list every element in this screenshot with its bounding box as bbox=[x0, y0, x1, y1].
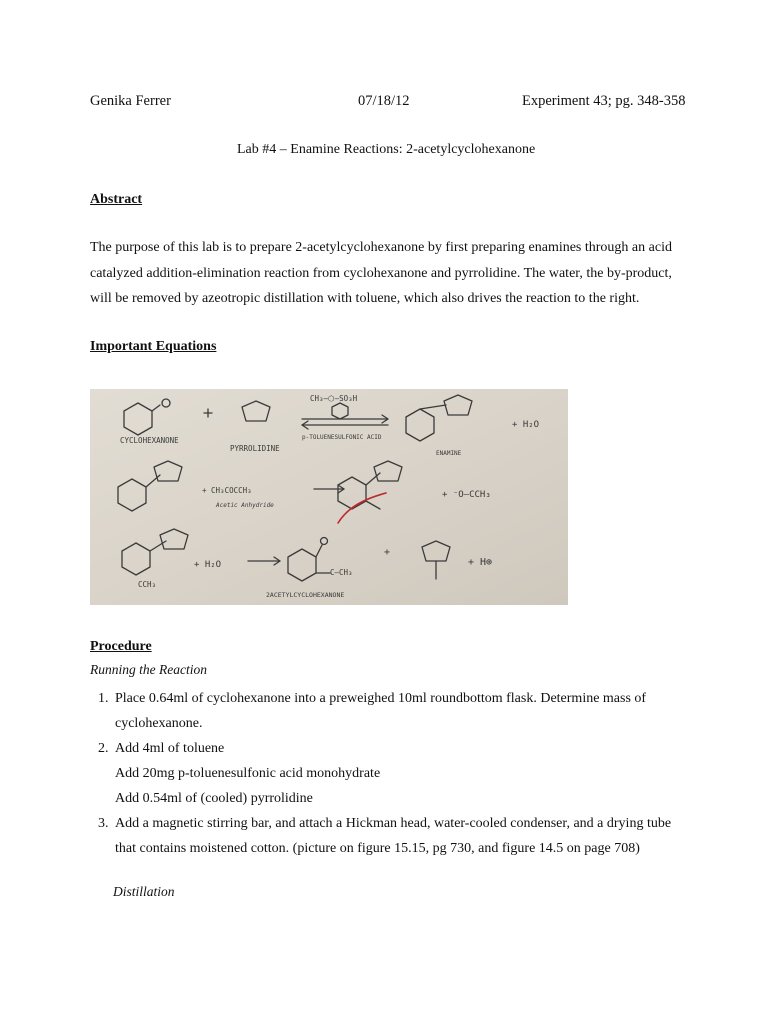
step-3-line-1: 3. Add a magnetic stirring bar, and attach a Hickman head, water-cooled condenser, and a drying tube bbox=[115, 816, 672, 831]
step-2-line-2: Add 20mg p-toluenesulfonic acid monohydrate bbox=[115, 766, 381, 781]
label-reagent-top: CH₃—⬡—SO₃H bbox=[310, 394, 358, 403]
label-cyclohexanone: CYCLOHEXANONE bbox=[120, 436, 179, 445]
equations-heading: Important Equations bbox=[90, 339, 217, 354]
procedure-step-1 bbox=[112, 686, 712, 736]
abstract-heading: Abstract bbox=[90, 192, 143, 207]
distillation-subheading: Distillation bbox=[113, 884, 175, 899]
step-1-line-1: 1. Place 0.64ml of cyclohexanone into a preweighed 10ml roundbottom flask. Determine mass of bbox=[115, 691, 647, 706]
procedure-heading: Procedure bbox=[90, 639, 152, 654]
label-acetylcyclohexanone: 2ACETYLCYCLOHEXANONE bbox=[266, 591, 345, 599]
label-pyrrolidine: PYRROLIDINE bbox=[230, 444, 280, 453]
label-row3-water: + H₂O bbox=[194, 560, 222, 570]
step-1-line-2: cyclohexanone. bbox=[115, 716, 203, 731]
label-acetate: + ⁻O—CCH₃ bbox=[442, 490, 491, 500]
lab-title: Lab #4 – Enamine Reactions: 2-acetylcyclohexanone bbox=[237, 142, 536, 157]
procedure-steps bbox=[90, 686, 712, 861]
step-3-line-2: that contains moistened cotton. (picture on figure 15.15, pg 730, and figure 14.5 on page 708) bbox=[115, 841, 640, 856]
experiment-reference: Experiment 43; pg. 348-358 bbox=[522, 93, 686, 109]
label-reagent-bottom: p-TOLUENESULFONIC ACID bbox=[302, 434, 382, 441]
procedure-subheading: Running the Reaction bbox=[90, 662, 207, 677]
step-2-line-1: 2. Add 4ml of toluene bbox=[115, 741, 225, 756]
step-2-line-3: Add 0.54ml of (cooled) pyrrolidine bbox=[115, 791, 313, 806]
label-enamine: ENAMINE bbox=[436, 450, 462, 457]
procedure-step-3 bbox=[112, 811, 712, 861]
label-water-product: + H₂O bbox=[512, 420, 540, 430]
label-acetic-anhydride-formula: + CH₃COCCH₃ bbox=[202, 486, 252, 495]
author-name: Genika Ferrer bbox=[90, 93, 171, 109]
label-row3-product-group: C—CH₃ bbox=[330, 568, 353, 577]
handwritten-equations-photo bbox=[90, 389, 568, 605]
report-date: 07/18/12 bbox=[358, 93, 410, 109]
label-row3-reactant-group: CCH₃ bbox=[138, 580, 157, 589]
label-acetic-anhydride: Acetic Anhydride bbox=[216, 502, 274, 509]
label-row3-plus: + bbox=[384, 547, 391, 558]
procedure-step-2 bbox=[112, 736, 712, 811]
label-proton: + H⊕ bbox=[468, 557, 493, 568]
abstract-text: The purpose of this lab is to prepare 2-acetylcyclohexanone by first preparing enamines through an acid catalyzed addition-elimination reaction from cyclohexanone and pyrrolidine. The water, the by-product, will be removed by azeotropic distillation with toluene, which also drives the reaction to the right. bbox=[90, 240, 672, 306]
